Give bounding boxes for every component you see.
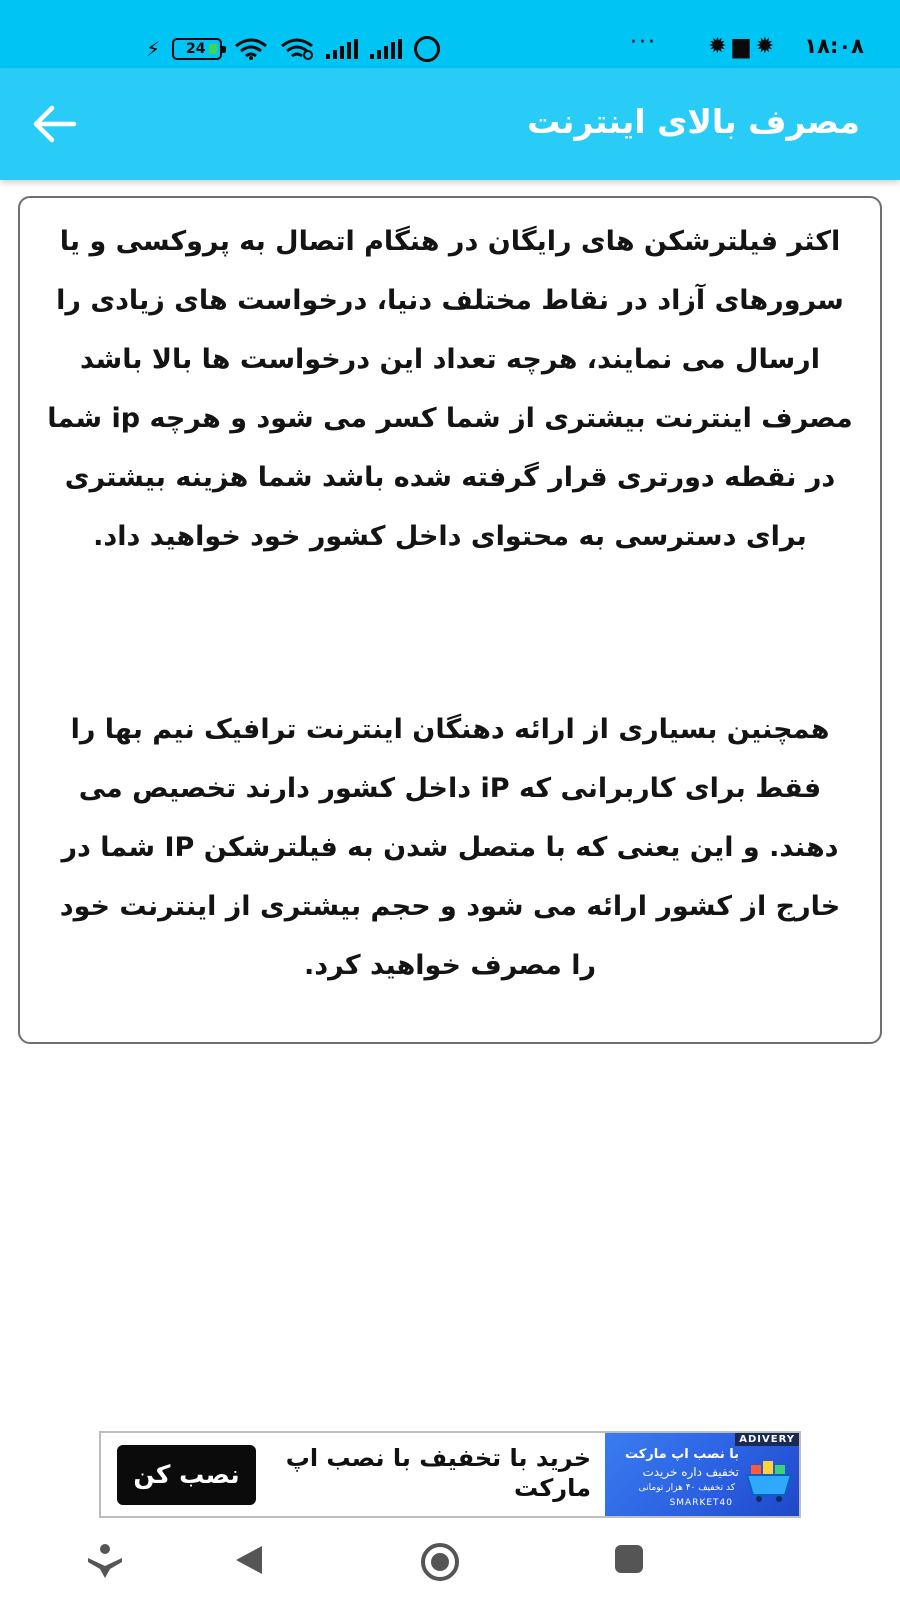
signal-icon-1 — [326, 39, 358, 59]
ad-label: ADIVERY — [735, 1433, 799, 1446]
navigation-bar — [0, 1530, 900, 1600]
app-bar — [0, 68, 900, 180]
wifi-icon — [234, 38, 268, 60]
ad-banner[interactable] — [99, 1431, 801, 1518]
paragraph-2: همچنین بسیاری از ارائه دهنگان اینترنت ترافیک نیم بها را فقط برای کاربرانی که iP داخل کشور دارند تخصیص می دهند. و این یعنی که با متصل شدن به فیلترشکن IP شما در خارج از کشور ارائه می شود و حجم بیشتری از اینترنت خود را مصرف خواهید کرد. — [59, 714, 841, 981]
more-notifications-dots: ··· — [630, 30, 657, 55]
ad-image-subline: تخفیف داره خریدت — [642, 1465, 739, 1479]
notification-icons — [708, 34, 780, 59]
alarm-icon — [414, 36, 440, 62]
ad-image-headline: با نصب اپ مارکت — [624, 1447, 739, 1462]
home-circle-icon[interactable] — [418, 1542, 462, 1582]
signal-icon-2 — [370, 39, 402, 59]
accessibility-icon[interactable] — [84, 1542, 126, 1582]
install-button[interactable]: نصب کن — [117, 1445, 256, 1505]
battery-level: 24 — [186, 41, 206, 57]
status-bar — [0, 0, 900, 68]
paragraph-1: اکثر فیلترشکن های رایگان در هنگام اتصال به پروکسی و یا سرورهای آزاد در نقاط مختلف دنیا، درخواست های زیادی را ارسال می نمایند، هرچه تعداد این درخواست ها بالا باشد مصرف اینترنت بیشتری از شما کسر می شود و هرچه ip شما در نقطه دورتری قرار گرفته شده باشد شما هزینه بیشتری برای دسترسی به محتوای داخل کشور خود خواهید داد. — [47, 226, 853, 552]
arrow-left-icon[interactable] — [30, 104, 78, 144]
back-triangle-icon[interactable] — [232, 1542, 266, 1578]
ad-text[interactable]: خرید با تخفیف با نصب اپ مارکت — [285, 1444, 591, 1502]
clock: ۱۸:۰۸ — [804, 34, 864, 58]
gear-icon: ✹ — [708, 34, 733, 59]
content-card — [18, 196, 882, 1044]
gear-icon: ✹ — [755, 34, 780, 59]
charging-icon: ⚡ — [146, 37, 161, 61]
bug-icon: ▆ — [732, 34, 756, 59]
shopping-cart-icon — [745, 1455, 793, 1503]
wifi-calling-icon — [280, 38, 314, 60]
ad-image[interactable] — [605, 1433, 799, 1516]
status-left-icons — [146, 36, 440, 62]
ad-image-code: SMARKET40 — [669, 1498, 733, 1508]
recents-square-icon[interactable] — [612, 1542, 646, 1576]
battery-icon — [172, 38, 222, 60]
page-title: مصرف بالای اینترنت — [527, 102, 860, 141]
ad-image-detail: کد تخفیف ۴۰ هزار تومانی — [638, 1483, 735, 1493]
